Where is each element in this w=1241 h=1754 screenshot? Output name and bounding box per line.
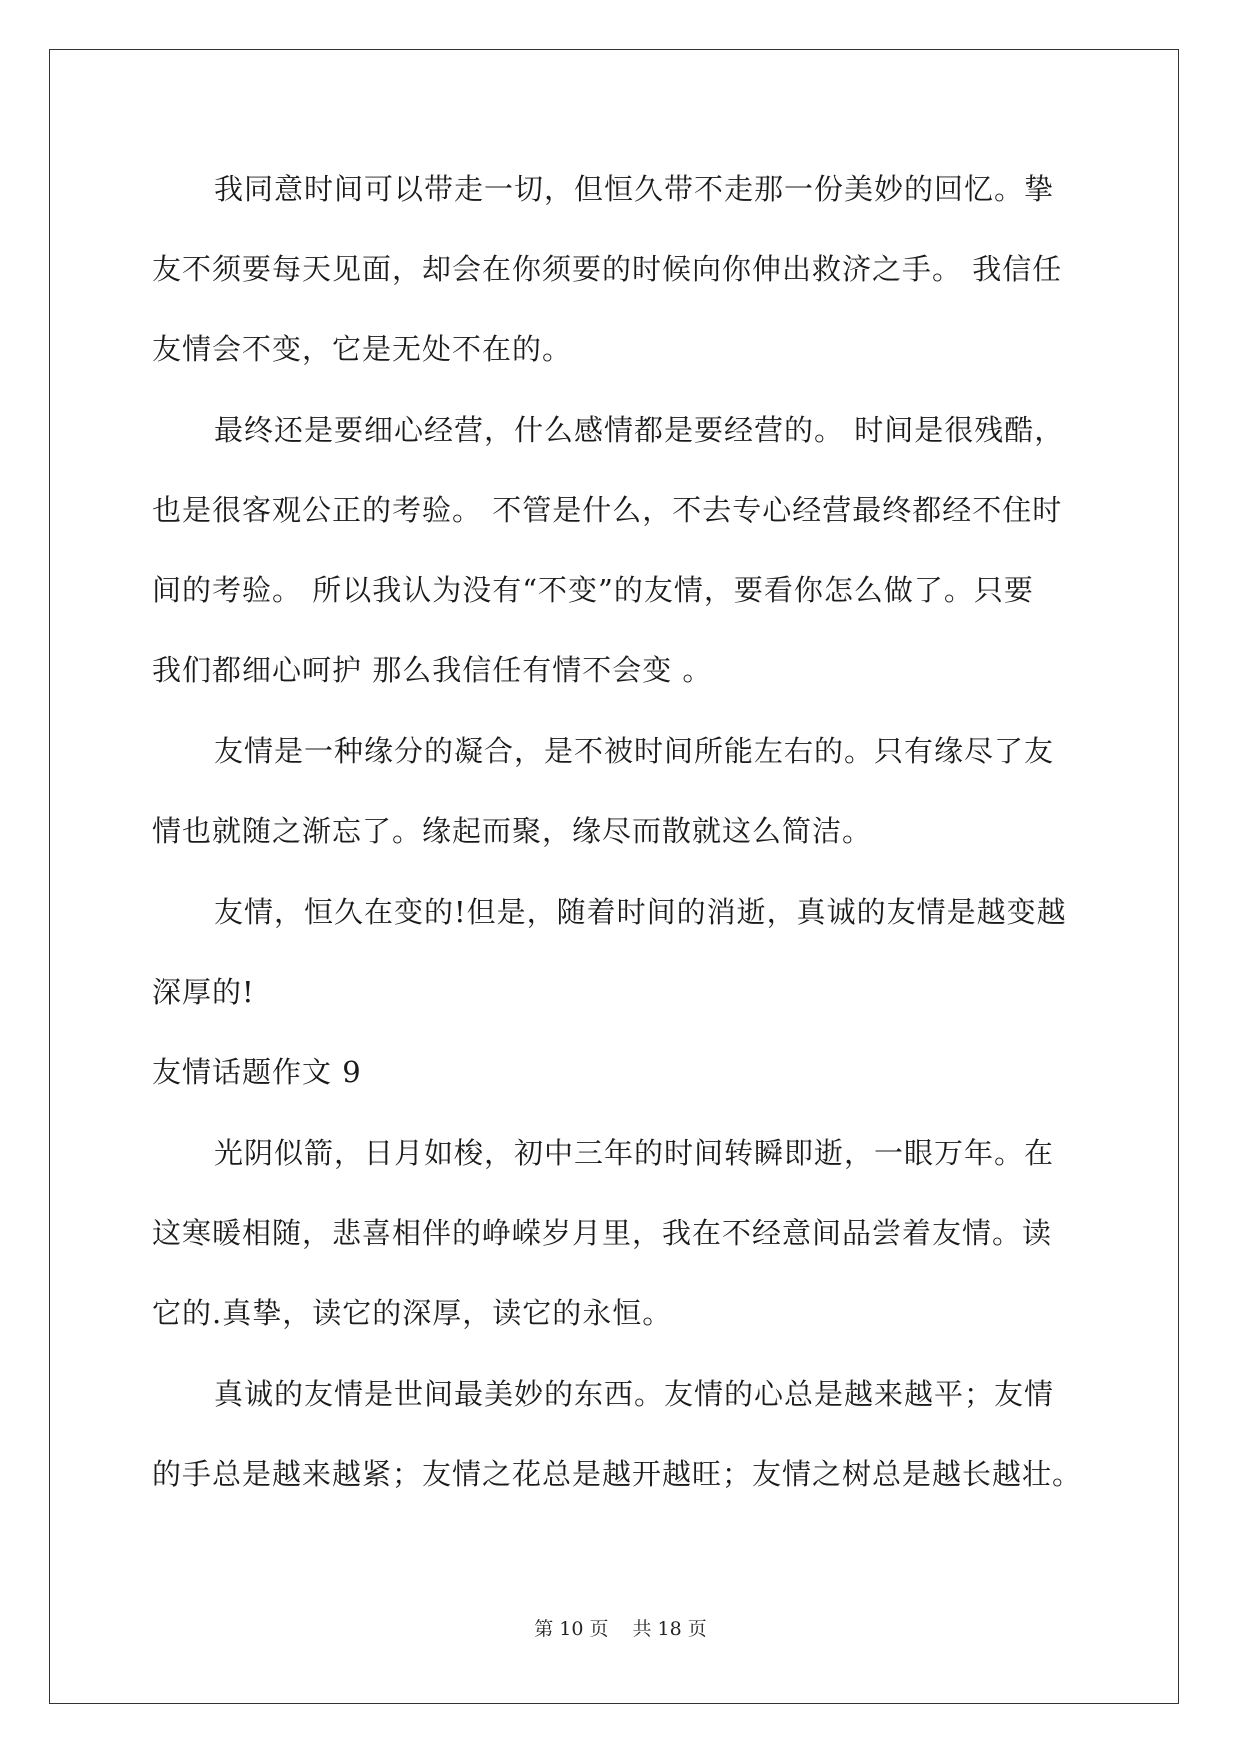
paragraph-line: 真诚的友情是世间最美妙的东西。友情的心总是越来越平；友情 xyxy=(214,1377,1055,1411)
paragraph-line: 友情会不变，它是无处不在的。 xyxy=(152,332,573,366)
section-heading: 友情话题作文 9 xyxy=(152,1055,362,1089)
paragraph-line: 友情，恒久在变的!但是，随着时间的消逝，真诚的友情是越变越 xyxy=(214,895,1067,929)
paragraph-line: 也是很客观公正的考验。 不管是什么，不去专心经营最终都经不住时 xyxy=(152,493,1063,527)
paragraph-line: 它的.真挚，读它的深厚，读它的永恒。 xyxy=(152,1296,673,1330)
paragraph-line: 友不须要每天见面，却会在你须要的时候向你伸出救济之手。 我信任 xyxy=(152,252,1063,286)
paragraph-line: 情也就随之渐忘了。缘起而聚，缘尽而散就这么简洁。 xyxy=(152,814,873,848)
paragraph-line: 深厚的! xyxy=(152,975,255,1009)
page-footer xyxy=(0,1617,1241,1641)
page-number-total: 共 18 页 xyxy=(632,1618,707,1640)
paragraph-line: 间的考验。 所以我认为没有“不变”的友情，要看你怎么做了。只要 xyxy=(152,573,1034,607)
page-number-current: 第 10 页 xyxy=(534,1618,609,1640)
paragraph-line: 这寒暖相随，悲喜相伴的峥嵘岁月里，我在不经意间品尝着友情。读 xyxy=(152,1216,1053,1250)
paragraph-line: 的手总是越来越紧；友情之花总是越开越旺；友情之树总是越长越壮。 xyxy=(152,1457,1083,1491)
paragraph-line: 最终还是要细心经营，什么感情都是要经营的。 时间是很残酷， xyxy=(214,413,1065,447)
paragraph-line: 光阴似箭，日月如梭，初中三年的时间转瞬即逝，一眼万年。在 xyxy=(214,1136,1055,1170)
paragraph-line: 我同意时间可以带走一切，但恒久带不走那一份美妙的回忆。挚 xyxy=(214,172,1055,206)
paragraph-line: 我们都细心呵护 那么我信任有情不会变 。 xyxy=(152,653,713,687)
paragraph-line: 友情是一种缘分的凝合，是不被时间所能左右的。只有缘尽了友 xyxy=(214,734,1055,768)
